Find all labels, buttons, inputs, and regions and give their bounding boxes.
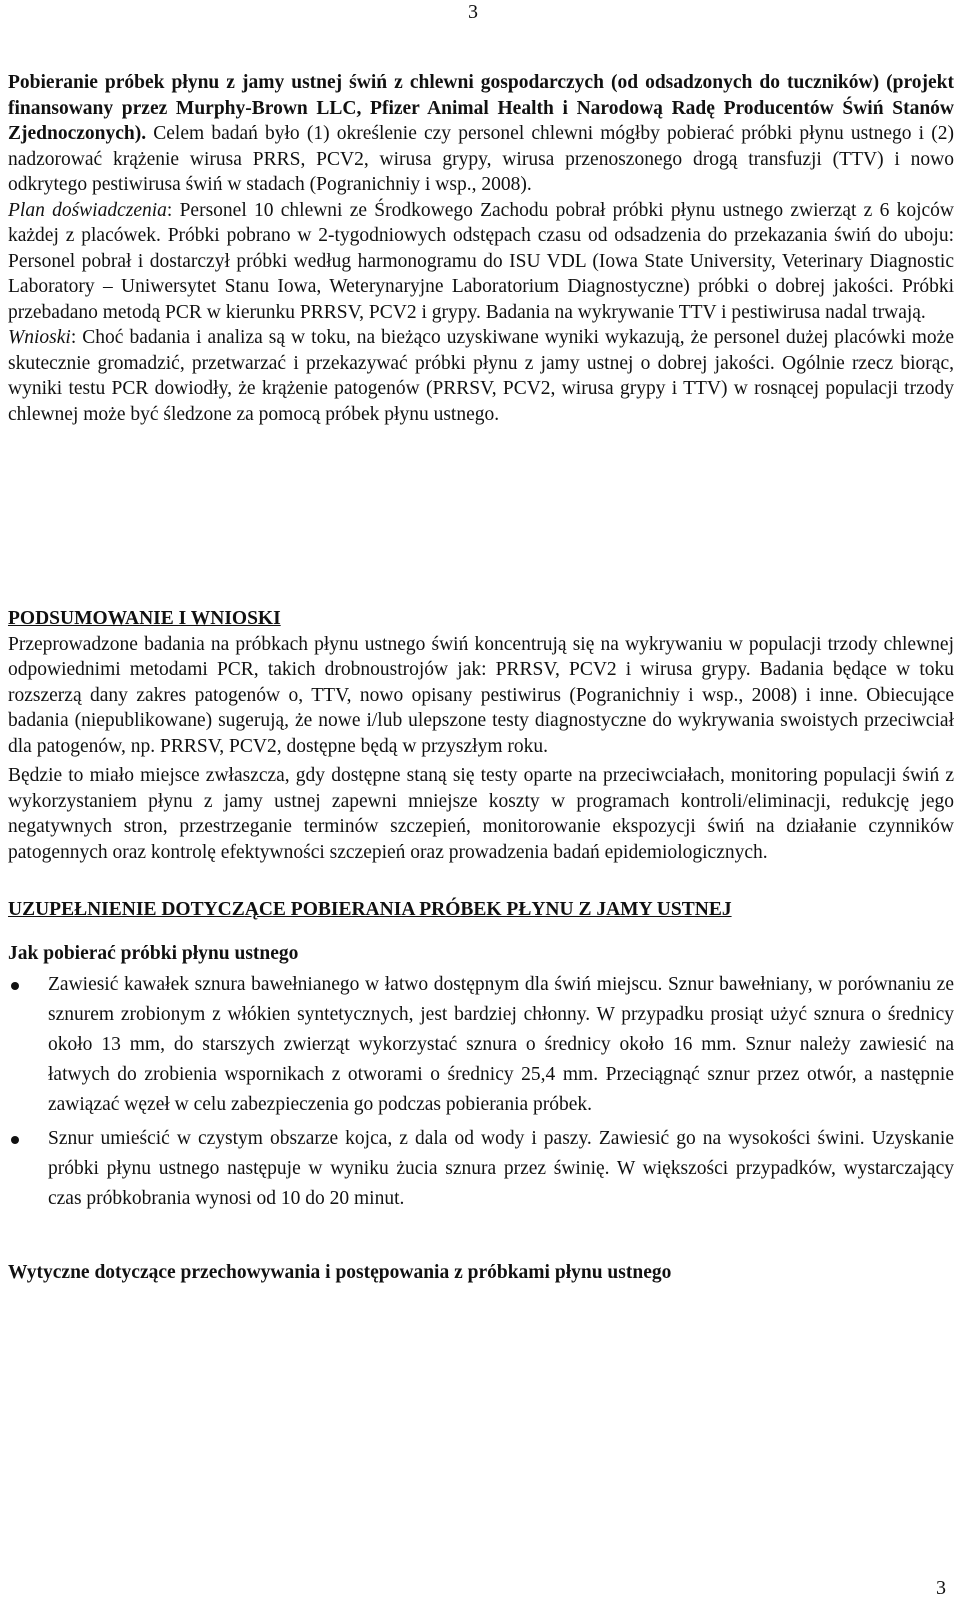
study-heading: Pobieranie próbek płynu z jamy ustnej świń z chlewni gospodarczych (od odsadzonych do tuczników) (projekt finansowany przez Murphy-Brown LLC, Pfizer Animal Health i Narodową Radę Producentów Świń Stanów Zjednoczonych).: [8, 72, 954, 144]
page-number-bottom: 3: [936, 1577, 946, 1599]
summary-paragraph-2: Będzie to miało miejsce zwłaszcza, gdy dostępne staną się testy oparte na przeciwciałach, monitoring populacji świń z wykorzystaniem płynu z jamy ustnej zapewni mniejsze koszty w programach kontroli/eliminacji, redukcję jego negatywnych stron, przestrzeganie terminów szczepień, monitorowanie ekspozycji świń na działanie czynników patogennych oraz kontrolę efektywności szczepień oraz prowadzenia badań epidemiologicznych.: [8, 765, 954, 863]
list-item: [8, 1124, 954, 1214]
summary-paragraph-1: Przeprowadzone badania na próbkach płynu ustnego świń koncentrują się na wykrywaniu w populacji trzody chlewnej odpowiednimi metodami PCR, takich drobnoustrojów jak: PRRSV, PCV2 i wirusa grypy. Badania będące w toku rozszerzą dany zakres patogenów o, TTV, nowo opisany pestiwirus (Pogranichniy i wsp., 2008) i inne. Obiecujące badania (niepublikowane) sugerują, że nowe i/lub ulepszone testy diagnostyczne do wykrywania swoistych przeciwciał dla patogenów, np. PRRSV, PCV2, dostępne będą w przyszłym roku.: [8, 633, 954, 757]
list-item-text: Sznur umieścić w czystym obszarze kojca, z dala od wody i paszy. Zawiesić go na wysokości świni. Uzyskanie próbki płynu ustnego następuje w wyniku żucia sznura przez świnię. W większości przypadków, wystarczający czas próbkobrania wynosi od 10 do 20 minut.: [48, 1128, 954, 1209]
plan-text: : Personel 10 chlewni ze Środkowego Zachodu pobrał próbki płynu ustnego zwierząt z 6 kojców każdej z placówek. Próbki pobrano w 2-tygodniowych odstępach czasu od odsadzenia do przekazania świń do uboju: Personel pobrał i dostarczył próbki według harmonogramu do ISU VDL (Iowa State University, Veterinary Diagnostic Laboratory – Uniwersytet Stanu Iowa, Weterynaryjne Laboratorium Diagnostyczne) próbki o dobrej jakości. Próbki przebadano metodą PCR w kierunku PRRSV, PCV2 i grypy. Badania na wykrywanie TTV i pestiwirusa nadal trwają.: [8, 199, 954, 323]
conclusions-text: : Choć badania i analiza są w toku, na bieżąco uzyskiwane wyniki wykazują, że personel dużej placówki może skutecznie gromadzić, przetwarzać i przekazywać próbki płynu z jamy ustnej o dobrej jakości. Ogólnie rzecz biorąc, wyniki testu PCR dowiodły, że krążenie patogenów (PRRSV, PCV2, wirusa grypy i TTV) w rosnącej populacji trzody chlewnej może być śledzone za pomocą próbek płynu ustnego.: [8, 327, 954, 425]
storage-heading: Wytyczne dotyczące przechowywania i postępowania z próbkami płynu ustnego: [8, 1262, 672, 1283]
page-number-top: 3: [468, 1, 478, 23]
supplement-heading: UZUPEŁNIENIE DOTYCZĄCE POBIERANIA PRÓBEK PŁYNU Z JAMY USTNEJ: [8, 899, 732, 920]
study-aim-text: Celem badań było (1) określenie czy personel chlewni mógłby pobierać próbki płynu ustnego i (2) nadzorować krążenie wirusa PRRS, PCV2, wirusa grypy, wirusa przenoszonego drogą transfuzji (TTV) i nowo odkrytego pestiwirusa świń w stadach (Pogranichniy i wsp., 2008).: [8, 123, 954, 195]
bullet-icon: [11, 982, 19, 990]
conclusions-label: Wnioski: [8, 327, 71, 348]
instructions-list: [8, 970, 954, 1214]
plan-label: Plan doświadczenia: [8, 199, 167, 221]
how-to-subheading: Jak pobierać próbki płynu ustnego: [8, 942, 299, 964]
document-body: [8, 70, 954, 1286]
list-item-text: Zawiesić kawałek sznura bawełnianego w łatwo dostępnym dla świń miejscu. Sznur bawełniany, w porównaniu ze sznurem zrobionym z włókien syntetycznych, jest bardziej chłonny. W przypadku prosiąt użyć sznura o średnicy około 13 mm, do starszych zwierząt wykorzystać sznura o średnicy około 16 mm. Sznur należy zawiesić na łatwych do zrobienia wspornikach z otworami o średnicy 25,4 mm. Przeciągnąć sznur przez otwór, a następnie zawiązać węzeł w celu zabezpieczenia go podczas pobierania próbek.: [48, 974, 954, 1115]
summary-heading: PODSUMOWANIE I WNIOSKI: [8, 608, 281, 629]
list-item: [8, 970, 954, 1120]
study-paragraph: [8, 70, 954, 580]
bullet-icon: [11, 1136, 19, 1144]
